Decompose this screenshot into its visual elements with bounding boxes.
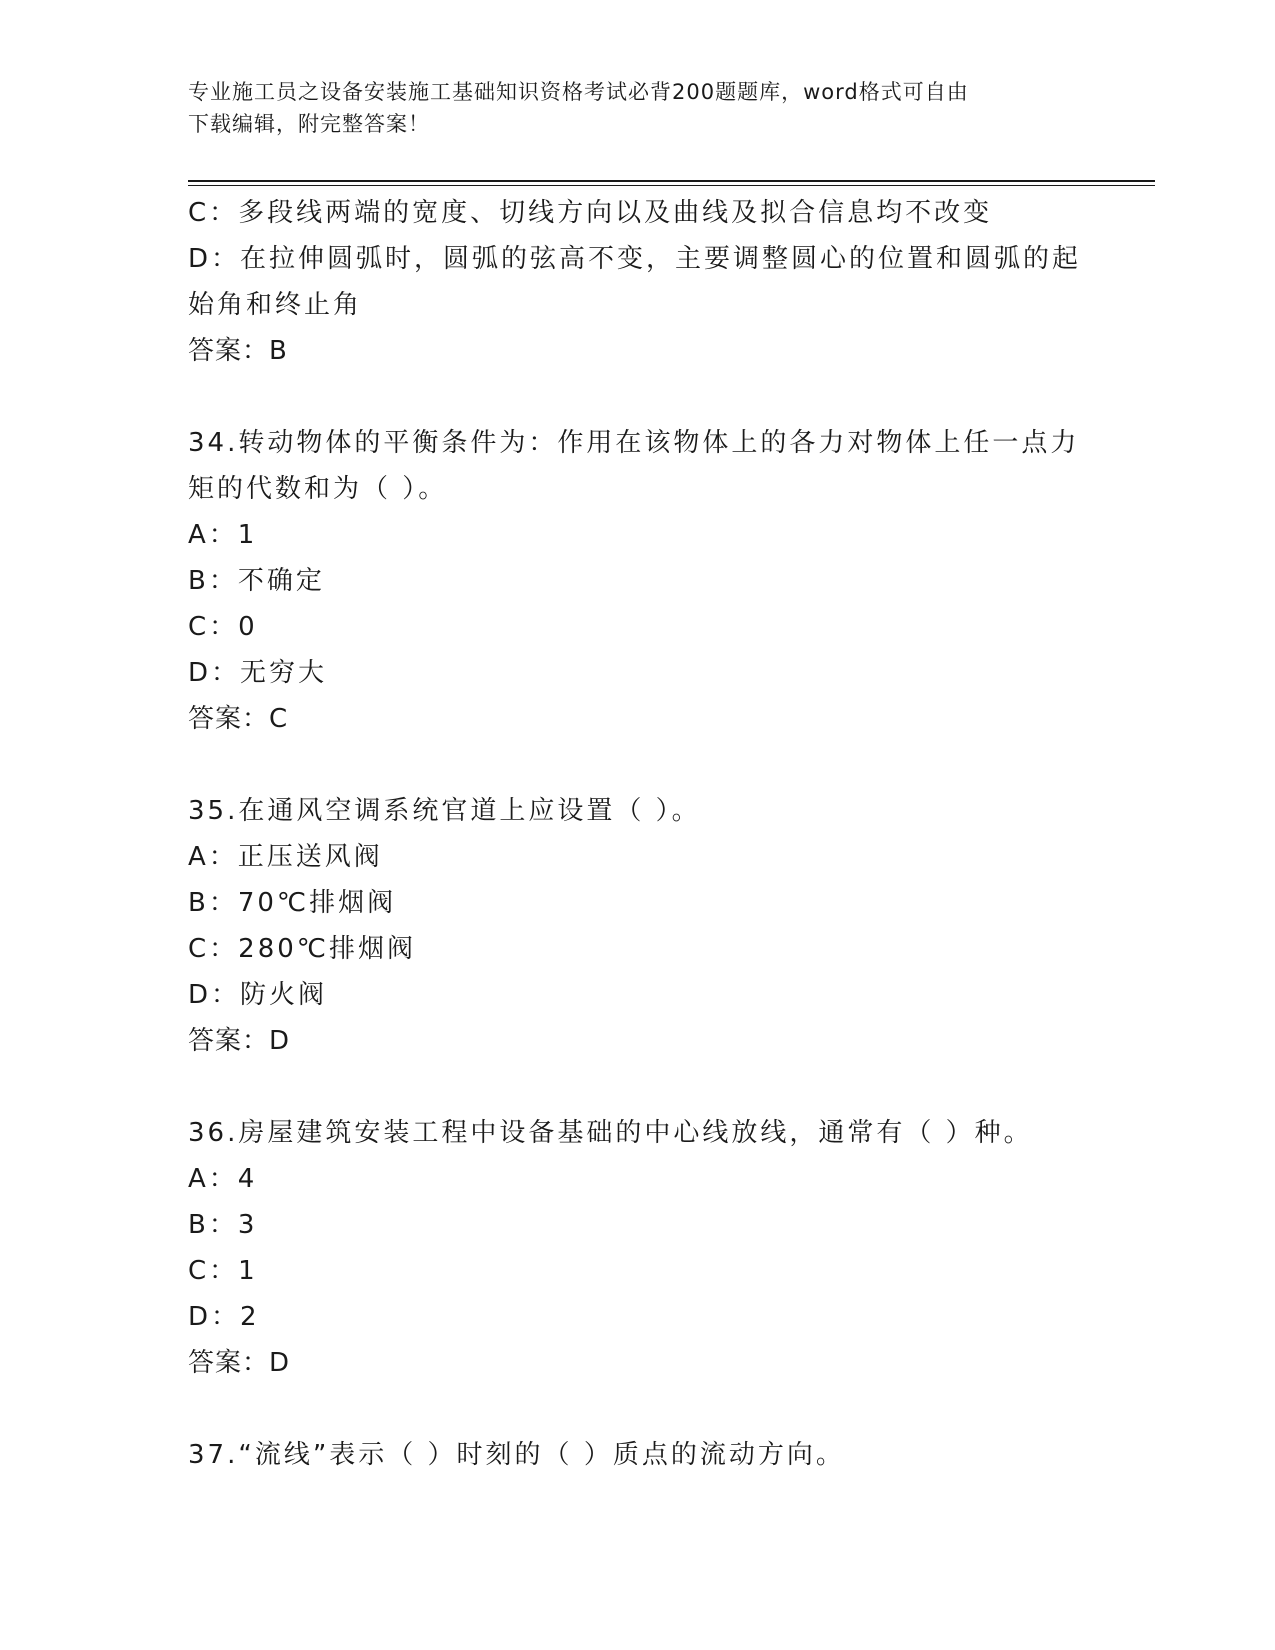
option-d: D：2 — [188, 1302, 260, 1332]
question-list — [188, 190, 1088, 1478]
question-35 — [188, 788, 1088, 1064]
header-divider-thick — [188, 180, 1155, 182]
answer: 答案：D — [188, 1348, 291, 1378]
question-36 — [188, 1110, 1088, 1386]
option-c: C：0 — [188, 612, 258, 642]
question-spacer — [188, 374, 1088, 420]
option-b: B：3 — [188, 1210, 258, 1240]
question-34 — [188, 420, 1088, 742]
option-a: A：4 — [188, 1164, 258, 1194]
question-stem: 36.房屋建筑安装工程中设备基础的中心线放线，通常有（ ）种。 — [188, 1118, 1033, 1148]
question-spacer — [188, 1064, 1088, 1110]
question-stem: 34.转动物体的平衡条件为：作用在该物体上的各力对物体上任一点力 — [188, 428, 1080, 458]
question-stem-continued: 矩的代数和为（ ）。 — [188, 474, 448, 504]
question-spacer — [188, 1386, 1088, 1432]
option-c: C：多段线两端的宽度、切线方向以及曲线及拟合信息均不改变 — [188, 198, 993, 228]
header-title-line-1: 专业施工员之设备安装施工基础知识资格考试必背200题题库，word格式可自由 — [188, 80, 969, 104]
option-d-continued: 始角和终止角 — [188, 290, 363, 320]
question-spacer — [188, 742, 1088, 788]
answer: 答案：B — [188, 336, 288, 366]
option-d: D：在拉伸圆弧时，圆弧的弦高不变，主要调整圆心的位置和圆弧的起 — [188, 244, 1082, 274]
question-37 — [188, 1432, 1088, 1478]
document-header — [188, 76, 1088, 140]
option-d: D：无穷大 — [188, 658, 328, 688]
option-b: B：不确定 — [188, 566, 325, 596]
header-divider-thin — [188, 185, 1155, 186]
answer: 答案：C — [188, 704, 289, 734]
question-stem: 37.“流线”表示（ ）时刻的（ ）质点的流动方向。 — [188, 1440, 845, 1470]
option-a: A：1 — [188, 520, 258, 550]
option-c: C：280℃排烟阀 — [188, 934, 416, 964]
option-d: D：防火阀 — [188, 980, 328, 1010]
option-c: C：1 — [188, 1256, 258, 1286]
option-b: B：70℃排烟阀 — [188, 888, 397, 918]
question-33-tail — [188, 190, 1088, 374]
header-title-line-2: 下载编辑，附完整答案！ — [188, 112, 430, 136]
question-stem: 35.在通风空调系统官道上应设置（ ）。 — [188, 796, 701, 826]
answer: 答案：D — [188, 1026, 291, 1056]
option-a: A：正压送风阀 — [188, 842, 383, 872]
